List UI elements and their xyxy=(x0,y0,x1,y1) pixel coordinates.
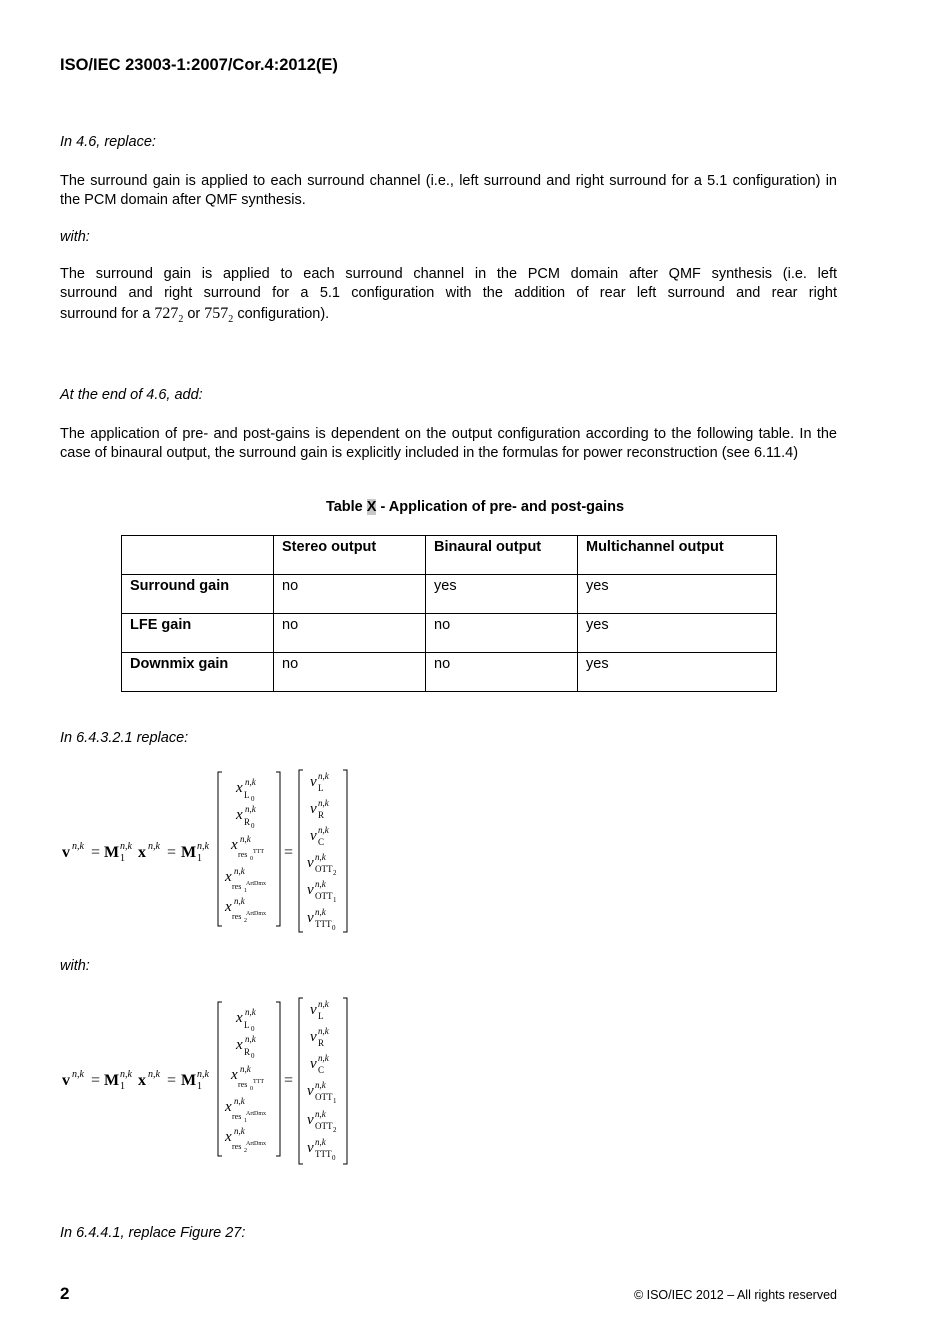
table-header-cell: Stereo output xyxy=(274,536,426,575)
svg-text:1: 1 xyxy=(197,1081,202,1092)
svg-text:x: x xyxy=(225,899,232,915)
svg-text:OTT: OTT xyxy=(315,864,333,874)
instruction-4-6-add: At the end of 4.6, add: xyxy=(60,387,203,403)
svg-text:v: v xyxy=(307,1140,314,1156)
table-header-cell: Binaural output xyxy=(426,536,578,575)
table-cell: no xyxy=(426,653,578,692)
svg-text:2: 2 xyxy=(244,1148,247,1154)
svg-text:2: 2 xyxy=(244,918,247,924)
table-header-row xyxy=(122,536,777,575)
svg-text:n,k: n,k xyxy=(234,896,245,906)
svg-text:0: 0 xyxy=(250,856,253,862)
svg-text:x: x xyxy=(225,1099,232,1115)
svg-text:0: 0 xyxy=(332,924,336,932)
svg-text:n,k: n,k xyxy=(245,777,256,787)
svg-text:L: L xyxy=(244,790,250,800)
table-caption: Table X - Application of pre- and post-gains xyxy=(325,499,625,515)
gains-table xyxy=(121,535,777,692)
svg-text:n,k: n,k xyxy=(234,866,245,876)
svg-text:n,k: n,k xyxy=(318,798,329,808)
svg-text:n,k: n,k xyxy=(148,1069,160,1080)
svg-text:n,k: n,k xyxy=(148,841,160,852)
svg-text:v: v xyxy=(307,1112,314,1128)
table-cell: no xyxy=(274,614,426,653)
instruction-6-4-4-1: In 6.4.4.1, replace Figure 27: xyxy=(60,1225,246,1241)
svg-text:ArtDmx: ArtDmx xyxy=(246,1111,266,1117)
copyright-notice: © ISO/IEC 2012 – All rights reserved xyxy=(633,1288,837,1302)
svg-text:v: v xyxy=(307,855,314,871)
svg-text:v: v xyxy=(62,844,70,861)
svg-text:C: C xyxy=(318,1065,325,1075)
new-paragraph-line-3 xyxy=(60,303,329,331)
config-757: $757_2$ xyxy=(204,305,234,325)
svg-text:n,k: n,k xyxy=(318,825,329,835)
svg-text:n,k: n,k xyxy=(197,1069,209,1080)
row-label: LFE gain xyxy=(122,614,274,653)
svg-text:res: res xyxy=(232,1112,242,1121)
svg-text:1: 1 xyxy=(197,853,202,864)
svg-text:v: v xyxy=(307,1083,314,1099)
bracket-right xyxy=(343,998,347,1164)
svg-text:1: 1 xyxy=(244,888,247,894)
svg-text:v: v xyxy=(310,828,317,844)
svg-text:n,k: n,k xyxy=(120,841,132,852)
svg-text:n,k: n,k xyxy=(315,1109,326,1119)
original-paragraph: The surround gain is applied to each surround channel (i.e., left surround and right surround for a 5.1 configuration) in the PCM domain after QMF synthesis. xyxy=(60,173,837,208)
svg-text:n,k: n,k xyxy=(318,1053,329,1063)
svg-text:res: res xyxy=(232,1142,242,1151)
svg-text:v: v xyxy=(310,1056,317,1072)
svg-text:res: res xyxy=(238,850,248,859)
svg-text:TTT: TTT xyxy=(315,919,332,929)
svg-text:n,k: n,k xyxy=(245,804,256,814)
svg-text:0: 0 xyxy=(251,1052,255,1060)
table-cell: yes xyxy=(578,653,777,692)
svg-text:n,k: n,k xyxy=(245,1034,256,1044)
output-vector-new xyxy=(307,999,337,1162)
svg-text:res: res xyxy=(232,882,242,891)
page-number: 2 xyxy=(60,1284,70,1303)
svg-text:v: v xyxy=(307,882,314,898)
output-vector-original xyxy=(307,771,337,932)
table-cell: no xyxy=(274,653,426,692)
svg-text:x: x xyxy=(236,1010,243,1026)
svg-text:res: res xyxy=(238,1080,248,1089)
svg-text:n,k: n,k xyxy=(240,1064,251,1074)
svg-text:n,k: n,k xyxy=(245,1007,256,1017)
svg-text:=: = xyxy=(167,844,177,861)
svg-text:=: = xyxy=(91,844,101,861)
svg-text:1: 1 xyxy=(333,1097,337,1105)
input-vector xyxy=(224,1007,266,1154)
svg-text:R: R xyxy=(244,817,251,827)
document-header: ISO/IEC 23003-1:2007/Cor.4:2012(E) xyxy=(60,56,338,74)
svg-text:n,k: n,k xyxy=(120,1069,132,1080)
svg-text:M: M xyxy=(104,1072,120,1089)
svg-text:n,k: n,k xyxy=(315,879,326,889)
svg-text:TTT: TTT xyxy=(253,849,264,855)
svg-text:x: x xyxy=(138,1072,146,1089)
bracket-right xyxy=(343,770,347,932)
svg-text:L: L xyxy=(318,783,324,793)
svg-text:x: x xyxy=(236,780,243,796)
caption-marker: X xyxy=(366,499,377,515)
svg-text:n,k: n,k xyxy=(318,1026,329,1036)
svg-text:M: M xyxy=(104,844,120,861)
row-label: Downmix gain xyxy=(122,653,274,692)
svg-text:0: 0 xyxy=(251,795,255,803)
with-label-2: with: xyxy=(60,958,90,974)
gains-paragraph: The application of pre- and post-gains is dependent on the output configuration according to the following table. In the case of binaural output, the surround gain is explicitly included in the formulas for power reconstruction (see 6.11.4) xyxy=(60,426,837,461)
table-cell: yes xyxy=(578,575,777,614)
svg-text:ArtDmx: ArtDmx xyxy=(246,911,266,917)
svg-text:OTT: OTT xyxy=(315,1092,333,1102)
with-label-1: with: xyxy=(60,229,90,245)
svg-text:R: R xyxy=(318,1038,325,1048)
svg-text:2: 2 xyxy=(333,869,337,877)
new-paragraph-line-1: The surround gain is applied to each surround channel in the PCM domain after QMF synthesis (i.e. left xyxy=(60,266,837,282)
equation-original xyxy=(0,760,400,940)
svg-text:n,k: n,k xyxy=(72,1069,84,1080)
or-word: or xyxy=(187,306,201,322)
svg-text:=: = xyxy=(91,1072,101,1089)
svg-text:0: 0 xyxy=(251,822,255,830)
equation-lhs xyxy=(62,1069,210,1092)
svg-text:x: x xyxy=(236,807,243,823)
input-vector xyxy=(224,777,266,924)
svg-text:TTT: TTT xyxy=(253,1079,264,1085)
equation-new xyxy=(0,990,400,1170)
svg-text:OTT: OTT xyxy=(315,1121,333,1131)
bracket-right xyxy=(276,1002,280,1156)
svg-text:res: res xyxy=(232,912,242,921)
tail-prefix: surround for a xyxy=(60,306,151,322)
svg-text:ArtDmx: ArtDmx xyxy=(246,1141,266,1147)
svg-text:OTT: OTT xyxy=(315,891,333,901)
table-cell: yes xyxy=(578,614,777,653)
instruction-6-4-3-2-1: In 6.4.3.2.1 replace: xyxy=(60,730,189,746)
svg-text:x: x xyxy=(225,869,232,885)
svg-text:C: C xyxy=(318,837,325,847)
svg-text:v: v xyxy=(307,910,314,926)
svg-text:1: 1 xyxy=(244,1118,247,1124)
bracket-left xyxy=(299,998,303,1164)
svg-text:1: 1 xyxy=(120,1081,125,1092)
svg-text:n,k: n,k xyxy=(315,907,326,917)
row-label: Surround gain xyxy=(122,575,274,614)
svg-text:x: x xyxy=(236,1037,243,1053)
svg-text:ArtDmx: ArtDmx xyxy=(246,881,266,887)
svg-text:v: v xyxy=(62,1072,70,1089)
svg-text:n,k: n,k xyxy=(315,1137,326,1147)
svg-text:n,k: n,k xyxy=(234,1096,245,1106)
svg-text:M: M xyxy=(181,844,197,861)
svg-text:2: 2 xyxy=(333,1126,337,1134)
svg-text:TTT: TTT xyxy=(315,1149,332,1159)
svg-text:n,k: n,k xyxy=(318,771,329,781)
config-727: $727_2$ xyxy=(154,305,184,325)
svg-text:n,k: n,k xyxy=(315,852,326,862)
table-row xyxy=(122,653,777,692)
svg-text:1: 1 xyxy=(120,853,125,864)
table-cell: no xyxy=(274,575,426,614)
svg-text:n,k: n,k xyxy=(315,1080,326,1090)
svg-text:n,k: n,k xyxy=(197,841,209,852)
table-cell: no xyxy=(426,614,578,653)
tail-suffix: configuration). xyxy=(237,306,330,322)
svg-text:x: x xyxy=(231,1067,238,1083)
bracket-right xyxy=(276,772,280,926)
table-row xyxy=(122,614,777,653)
svg-text:n,k: n,k xyxy=(240,834,251,844)
table-header-cell: Multichannel output xyxy=(578,536,777,575)
table-row xyxy=(122,575,777,614)
svg-text:L: L xyxy=(318,1011,324,1021)
svg-text:n,k: n,k xyxy=(72,841,84,852)
svg-text:0: 0 xyxy=(332,1154,336,1162)
bracket-left xyxy=(218,772,222,926)
table-header-cell xyxy=(122,536,274,575)
svg-text:v: v xyxy=(310,1029,317,1045)
svg-text:x: x xyxy=(231,837,238,853)
svg-text:R: R xyxy=(318,810,325,820)
svg-text:x: x xyxy=(138,844,146,861)
svg-text:L: L xyxy=(244,1020,250,1030)
new-paragraph-line-2: surround and right surround for a 5.1 configuration with the addition of rear left surround and rear right xyxy=(60,284,837,301)
svg-text:n,k: n,k xyxy=(234,1126,245,1136)
svg-text:R: R xyxy=(244,1047,251,1057)
table-cell: yes xyxy=(426,575,578,614)
svg-text:n,k: n,k xyxy=(318,999,329,1009)
equation-lhs xyxy=(62,841,210,864)
svg-text:x: x xyxy=(225,1129,232,1145)
svg-text:=: = xyxy=(167,1072,177,1089)
bracket-left xyxy=(218,1002,222,1156)
svg-text:v: v xyxy=(310,774,317,790)
bracket-left xyxy=(299,770,303,932)
svg-text:v: v xyxy=(310,801,317,817)
svg-text:v: v xyxy=(310,1002,317,1018)
instruction-4-6-replace: In 4.6, replace: xyxy=(60,134,156,150)
svg-text:M: M xyxy=(181,1072,197,1089)
svg-text:0: 0 xyxy=(250,1086,253,1092)
svg-text:1: 1 xyxy=(333,896,337,904)
equals-sign: = xyxy=(284,1072,294,1089)
svg-text:0: 0 xyxy=(251,1025,255,1033)
equals-sign: = xyxy=(284,844,294,861)
